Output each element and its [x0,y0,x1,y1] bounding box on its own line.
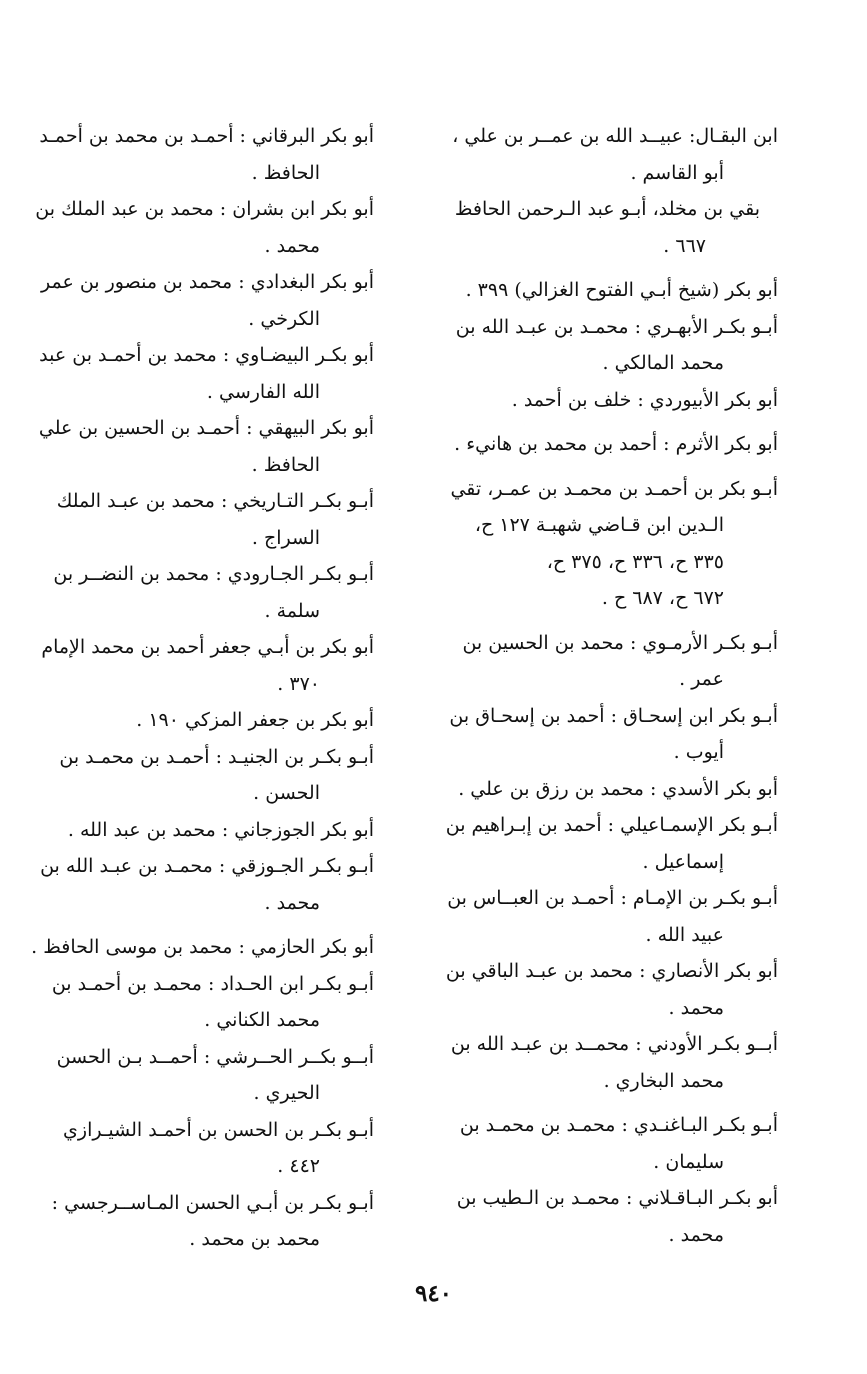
entry-heading-line: أبـو بكـر الأبهـري : محمـد بن عبـد الله بن [455,315,778,338]
entry-heading-line: أبو بكر البغدادي : محمد بن منصور بن عمر [40,271,374,293]
index-entry [430,880,778,953]
index-entry [26,556,374,629]
entry-continuation-line: إسماعيل . [642,850,724,873]
entry-heading-line: أبو بكـر البـاقـلاني : محمـد بن الـطيب بن [456,1187,778,1209]
entry-heading-line: ابن البقـال: عبيــد الله بن عمــر بن علي ، [452,125,778,147]
index-entry [430,426,778,463]
index-column-left [26,118,374,1258]
index-entry [430,807,778,880]
entry-heading-line: أبـو بكـر ابن الحـداد : محمـد بن أحمـد بن [51,972,374,995]
index-entry [26,264,374,337]
index-entry [430,118,778,191]
entry-continuation-line: محمد البخاري . [603,1069,724,1092]
entry-continuation-line: الكرخي . [248,307,320,330]
index-entry [26,410,374,483]
entry-continuation-line: الحسن . [253,782,320,804]
entry-continuation-line: محمد المالكي . [602,352,724,374]
entry-continuation-line: عمر . [679,668,724,690]
entry-heading-line: أبـو بكـر بن الجنيـد : أحمـد بن محمـد بن [59,745,374,768]
index-entry [26,702,374,739]
index-entry [26,1039,374,1112]
entry-heading-line: أبو بكر الأبيوردي : خلف بن أحمد . [511,388,778,411]
entry-heading-line: أبـو بكر الإسمـاعيلي : أحمد بن إبـراهيم بن [445,814,778,836]
entry-heading-line: أبــو بكــر الحــرشي : أحمــد بـن الحسن [56,1045,374,1068]
entry-continuation-line: السراج . [251,526,320,549]
entry-continuation-line: سليمان . [653,1150,724,1173]
entry-heading-line: بقي بن مخلد، أبـو عبد الـرحمن الحافظ [454,198,760,220]
index-entry [430,1180,778,1253]
entry-heading-line: أبو بكر الأثرم : أحمد بن محمد بن هانيء . [454,433,778,455]
entry-heading-line: أبو بكر البيهقي : أحمـد بن الحسين بن علي [38,417,374,439]
entry-continuation-line: ٣٣٥ ح، ٣٣٦ ح، ٣٧٥ ح، [546,550,724,573]
entry-heading-line: أبو بكر بن أبـي جعفر أحمد بن محمد الإمام [41,636,374,658]
entry-heading-line: أبو بكر الأنصاري : محمد بن عبـد الباقي بن [445,960,778,982]
index-entry [26,629,374,702]
entry-heading-line: أبـو بكـر بن الحسن بن أحمـد الشيـرازي [63,1118,374,1141]
entry-heading-line: أبـو بكـر بن أبـي الحسن المـاســرجسي : [51,1191,374,1214]
index-entry [430,953,778,1026]
index-entry [26,191,374,264]
entry-heading-line: أبو بكر البرقاني : أحمـد بن محمد بن أحمـد [39,125,374,147]
entry-continuation-line: محمد بن محمد . [189,1228,320,1250]
entry-heading-line: أبـو بكـر بن الإمـام : أحمـد بن العبــاس بن [447,887,778,909]
entry-heading-line: أبو بكـر البيضـاوي : محمد بن أحمـد بن عبد [39,344,374,366]
entry-continuation-line: محمد الكناني . [204,1009,320,1031]
entry-continuation-line: الحافظ . [251,453,320,476]
index-entry [430,272,778,309]
entry-heading-line: أبو بكر الجوزجاني : محمد بن عبد الله . [67,818,374,841]
entry-heading-line: أبـو بكـر البـاغنـدي : محمـد بن محمـد بن [459,1114,778,1136]
index-entry [430,771,778,808]
entry-continuation-line: محمد . [264,891,320,914]
entry-continuation-line: أبو القاسم . [630,161,724,184]
index-entry [26,848,374,921]
entry-heading-line: أبــو بكـر الأودني : محمــد بن عبـد الله بن [450,1033,778,1055]
index-entry [430,625,778,698]
entry-heading-line: أبـو بكـر الجـارودي : محمد بن النضــر بن [53,563,374,585]
entry-heading-line: أبـو بكر بن أحمـد بن محمـد بن عمـر، تقي [450,477,778,500]
index-entry [430,471,778,617]
entry-heading-line: أبو بكر ابن بشران : محمد بن عبد الملك بن [35,198,374,220]
entry-heading-line: أبـو بكـر الجـوزقي : محمـد بن عبـد الله بن [40,855,374,877]
entry-heading-line: أبـو بكر ابن إسحـاق : أحمد بن إسحـاق بن [449,704,778,727]
entry-heading-line: أبو بكر بن جعفر المزكي ١٩٠ . [136,709,374,731]
index-entry [26,739,374,812]
entry-heading-line: أبو بكر الأسدي : محمد بن رزق بن علي . [458,777,778,800]
index-entry [430,1107,778,1180]
index-entry [26,1185,374,1258]
index-column-right [430,118,778,1253]
index-entry [430,309,778,382]
index-entry [26,966,374,1039]
entry-continuation-line: الحيري . [253,1082,320,1104]
entry-continuation-line: أيوب . [673,741,724,763]
entry-continuation-line: سلمة . [264,599,320,622]
entry-continuation-line: ٤٤٢ . [277,1155,320,1177]
index-entry [26,812,374,849]
index-entry [430,698,778,771]
entry-heading-line: أبـو بكـر التـاريخي : محمد بن عبـد الملك [56,490,374,512]
entry-continuation-line: محمد . [264,234,320,257]
index-entry [26,929,374,966]
entry-continuation-line: الله الفارسي . [206,380,320,403]
index-entry [430,1026,778,1099]
index-entry [26,483,374,556]
entry-continuation-line: الـدين ابن قـاضي شهبـة ١٢٧ ح، [474,514,724,536]
entry-continuation-line: عبيد الله . [645,923,724,946]
entry-continuation-line: ٣٧٠ . [277,672,320,695]
index-entry [26,337,374,410]
page-number: ٩٤٠ [414,1280,453,1307]
entry-heading-line: أبـو بكـر الأرمـوي : محمد بن الحسين بن [462,631,778,654]
entry-continuation-line: محمد . [668,996,724,1019]
index-entry [26,118,374,191]
entry-continuation-line: الحافظ . [251,161,320,184]
entry-continuation-line: ٦٦٧ . [663,234,706,257]
index-entry [26,1112,374,1185]
entry-continuation-line: ٦٧٢ ح، ٦٨٧ ح . [601,587,724,609]
entry-heading-line: أبو بكر (شيخ أبـي الفتوح الغزالي) ٣٩٩ . [465,279,778,301]
entry-continuation-line: محمد . [668,1223,724,1246]
entry-heading-line: أبو بكر الحازمي : محمد بن موسى الحافظ . [31,936,374,958]
index-entry [430,191,778,264]
index-entry [430,382,778,419]
